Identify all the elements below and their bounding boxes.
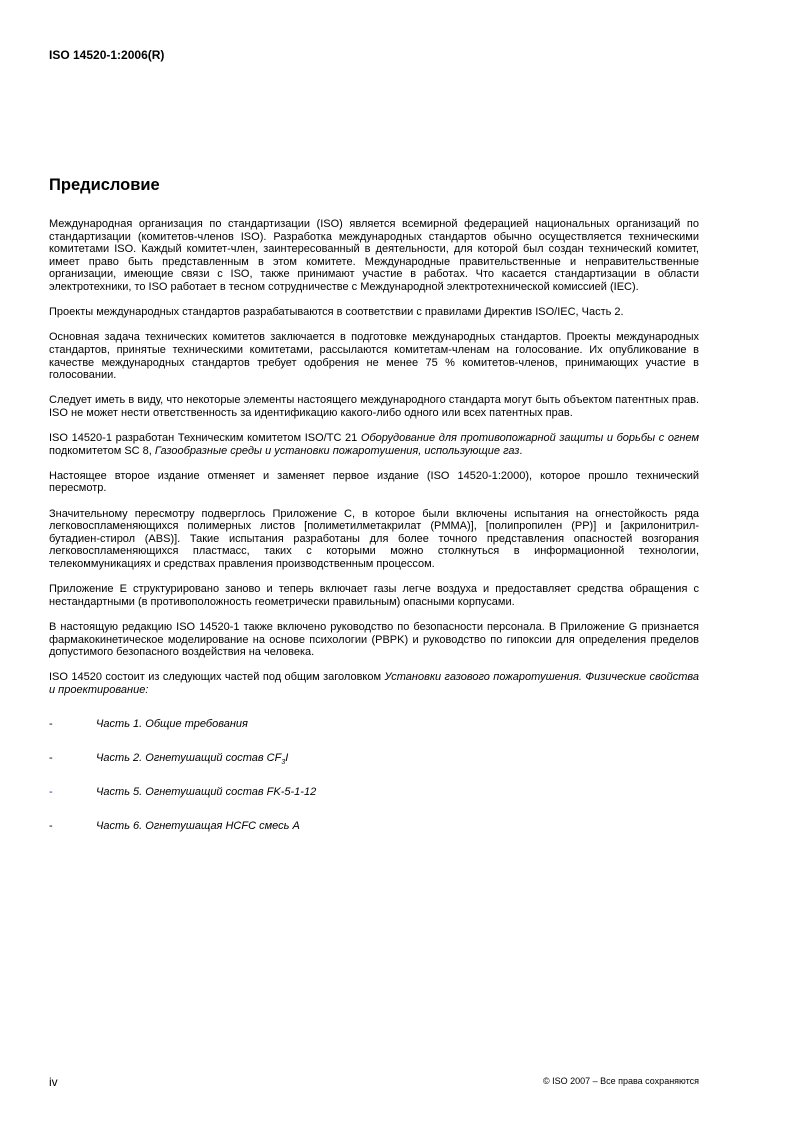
list-item [49,820,699,854]
p5-subcommittee-title: Газообразные среды и установки пожаротушения, использующие газ [154,444,520,457]
paragraph-5 [49,432,699,457]
page-title: Предисловие [49,176,160,194]
part-2-subscript: 3 [281,758,286,766]
standard-id: ISO 14520-1:2006(R) [49,48,165,62]
p5-text-a: ISO 14520-1 разработан Техническим комитетом ISO/TC 21 [49,432,361,445]
paragraph-4: Следует иметь в виду, что некоторые элементы настоящего международного стандарта могут быть объектом патентных прав. ISO не может нести ответственность за идентификацию какого-либо одного или всех патентных прав. [49,394,699,419]
paragraph-2: Проекты международных стандартов разрабатываются в соответствии с правилами Директив ISO/IEC, Часть 2. [49,306,624,319]
part-6: Часть 6. Огнетушащая HCFC смесь А [96,819,300,832]
p5-text-c: подкомитетом SC 8, [49,444,155,457]
parts-list [49,718,699,854]
paragraph-1: Международная организация по стандартизации (ISO) является всемирной федерацией национальных организаций по стандартизации (комитетов-членов ISO). Разработка международных стандартов обычно осуществляется техническими комитетами ISO. Каждый комитет-член, заинтересованный в деятельности, для которой был создан технический комитет, имеет право быть представленным в этом комитете. Международные правительственные и неправительственные организации, имеющие связи с ISO, также принимают участие в работах. Что касается стандартизации в области электротехники, то ISO работает в тесном сотрудничестве с Международной электротехнической комиссией (IEC). [49,218,699,293]
list-dash: - [49,819,53,832]
list-dash: - [49,717,53,730]
paragraph-10 [49,671,699,696]
list-item [49,718,699,752]
p5-text-e: . [519,444,523,457]
list-item [49,786,699,820]
part-1: Часть 1. Общие требования [96,717,248,730]
paragraph-8: Приложение Е структурировано заново и теперь включает газы легче воздуха и предоставляет средства обращения с нестандартными (в противоположность геометрически правильным) опасными корпусами. [49,583,699,608]
list-dash: - [49,785,53,798]
list-dash: - [49,751,53,764]
part-2-text: Часть 2. Огнетушащий состав CF [96,751,282,764]
copyright-notice: © ISO 2007 – Все права сохраняются [542,1076,699,1086]
part-5: Часть 5. Огнетушащий состав FK-5-1-12 [96,785,317,798]
page-number: iv [49,1075,58,1089]
paragraph-7: Значительному пересмотру подверглось Приложение С, в которое были включены испытания на огнестойкость ряда легковоспламеняющихся полимерных листов [полиметилметакрилат (PMMA)], [полипропилен (PP)] и [акрилонитрил-бутадиен-стирол (ABS)]. Такие испытания разработаны для более точного представления опасностей возгорания легковоспламеняющихся пластмасс, таких с которыми можно столкнуться в информационной технологии, телекоммуникациях и средствах правления производственным процессом. [49,507,699,571]
foreword-body [49,218,699,854]
part-2-suffix: I [285,751,289,764]
paragraph-6: Настоящее второе издание отменяет и заменяет первое издание (ISO 14520-1:2000), которое прошло технический пересмотр. [49,469,699,495]
p10-general-title: Установки газового пожаротушения. Физические свойства и проектирование: [49,671,699,696]
paragraph-3: Основная задача технических комитетов заключается в подготовке международных стандартов. Проекты международных стандартов, принятые техническими комитетами, рассылаются комитетам-членам на голосование. Их опубликование в качестве международных стандартов требует одобрения не менее 75 % комитетов-членов, принимающих участие в голосовании. [49,331,699,382]
p10-text-a: ISO 14520 состоит из следующих частей под общим заголовком [49,671,385,684]
part-2 [96,752,288,770]
list-item [49,752,699,786]
p5-committee-title: Оборудование для противопожарной защиты и борьбы с огнем [360,432,699,445]
paragraph-9: В настоящую редакцию ISO 14520-1 также включено руководство по безопасности персонала. В Приложение G признается фармакокинетическое моделирование на основе психологии (PBPK) и руководство по гипоксии для определения пределов допустимого безопасного воздействия на человека. [49,621,699,659]
